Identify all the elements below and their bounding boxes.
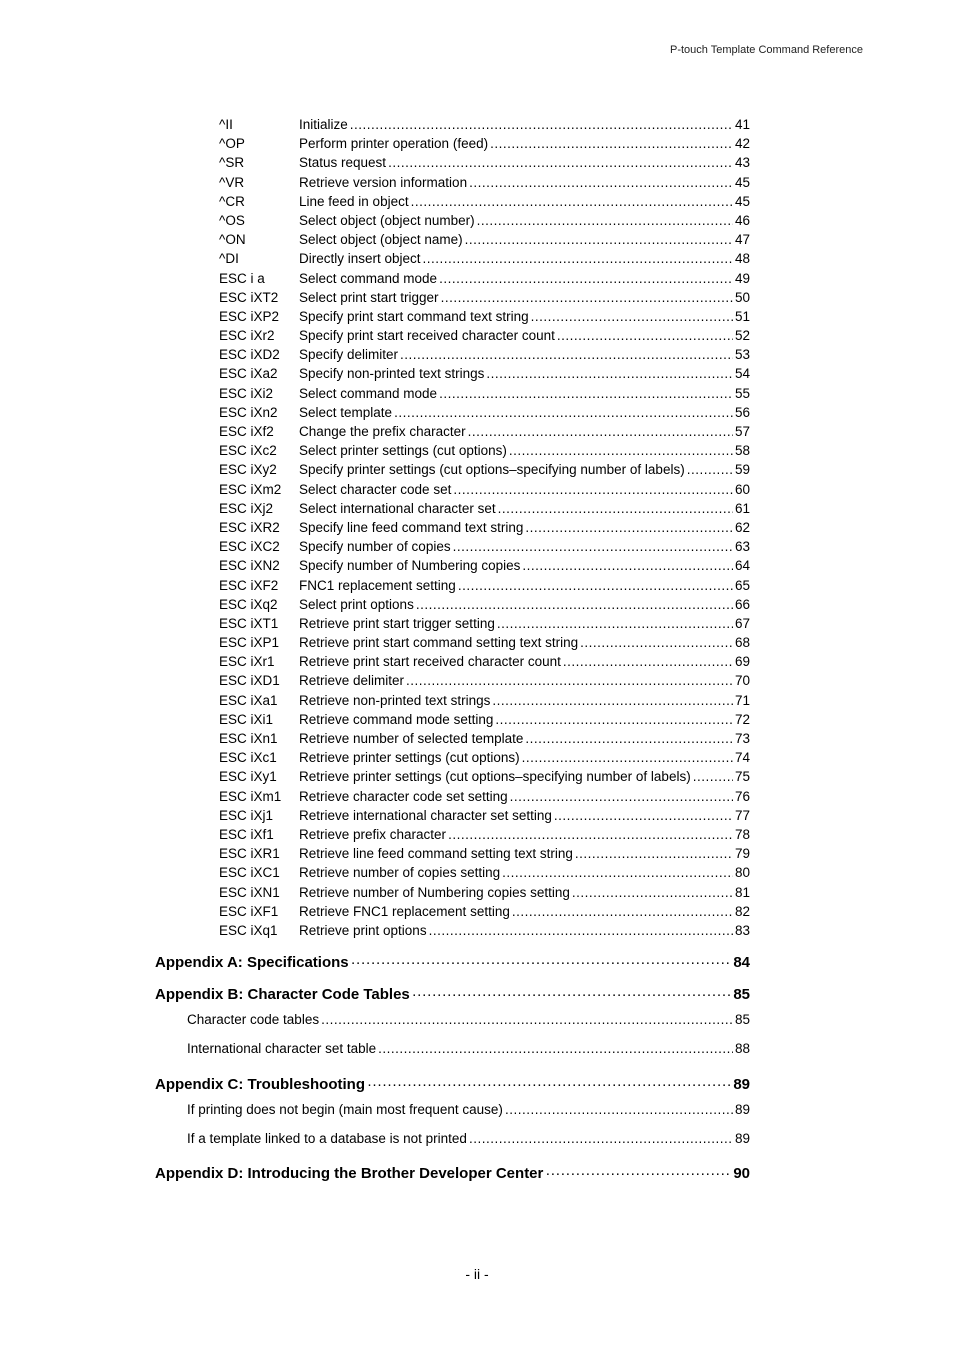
toc-command-code: ^OS [219,212,245,228]
toc-page-number: 47 [734,232,750,248]
toc-entry-title: Specify number of copies [299,539,451,555]
toc-entry-title: Retrieve line feed command setting text string [299,846,573,862]
toc-entry[interactable] [219,518,750,537]
toc-entry[interactable] [219,480,750,499]
dot-leader [469,1129,733,1148]
appendix-title: Appendix C: Troubleshooting [155,1076,365,1093]
toc-entry-title: FNC1 replacement setting [299,577,456,593]
dot-leader [411,192,733,211]
dot-leader [563,652,733,671]
toc-entry-title: Specify print start command text string [299,308,529,324]
appendix-subentry[interactable] [155,1010,750,1029]
dot-leader [531,307,733,326]
dot-leader [510,787,733,806]
toc-page-number: 64 [734,558,750,574]
appendix-heading[interactable] [155,1075,750,1095]
toc-page-number: 57 [734,424,750,439]
toc-entry-title: Select print options [299,596,414,612]
toc-entry-title: Line feed in object [299,193,409,209]
toc-command-code: ESC iXN2 [219,558,280,574]
toc-entry[interactable] [219,422,750,441]
toc-entry[interactable] [219,671,750,690]
toc-page-number: 67 [734,615,750,631]
toc-entry-title: Specify printer settings (cut options–specifying number of labels) [299,462,685,478]
toc-command-code: ESC iXy2 [219,462,277,478]
toc-command-code: ESC iXF2 [219,577,279,593]
toc-entry[interactable] [219,537,750,556]
dot-leader [580,633,733,652]
toc-page-number: 43 [734,155,750,171]
toc-command-code: ESC iXP2 [219,308,280,324]
toc-page-number: 77 [734,807,750,823]
toc-entry-title: Retrieve number of selected template [299,731,524,746]
toc-command-code: ESC iXT1 [219,615,279,631]
dot-leader [505,1100,733,1119]
toc-page-number: 51 [734,308,750,324]
toc-page-number: 53 [734,347,750,363]
dot-leader [465,230,733,249]
toc-entry-title: Specify non-printed text strings [299,366,485,382]
toc-entry[interactable] [219,863,750,882]
toc-entry[interactable] [219,883,750,902]
toc-entry-title: Select international character set [299,500,496,516]
toc-entry[interactable] [219,384,750,403]
dot-leader [509,441,733,460]
dot-leader [448,825,733,844]
toc-page-number: 75 [734,769,750,785]
toc-entry-title: Select character code set [299,481,452,497]
toc-entry[interactable] [219,595,750,614]
dot-leader [522,556,733,575]
toc-command-code: ESC iXj2 [219,500,274,516]
toc-entry[interactable] [219,249,750,268]
dot-leader [388,153,733,172]
toc-command-code: ^ON [219,232,246,248]
dot-leader [453,537,733,556]
dot-leader [394,403,733,422]
toc-entry-title: Retrieve version information [299,174,468,190]
dot-leader [502,863,733,882]
toc-entry[interactable] [219,556,750,575]
toc-command-code: ESC iXn2 [219,404,278,420]
dot-leader [453,480,733,499]
toc-command-code: ESC iXn1 [219,731,278,746]
toc-entry[interactable] [219,614,750,633]
toc-page-number: 46 [734,212,750,228]
dot-leader [693,767,733,786]
toc-entry-title: Retrieve character code set setting [299,788,508,804]
dot-leader [468,422,733,441]
toc-command-code: ESC iXR2 [219,519,280,535]
toc-page-number: 63 [734,539,750,555]
toc-command-code: ESC i a [219,270,265,286]
dot-leader [575,844,733,863]
toc-page-number: 89 [734,1102,750,1117]
toc-entry-title: Retrieve print start trigger setting [299,615,495,631]
running-header: P-touch Template Command Reference [669,44,863,56]
toc-entry-title: Select command mode [299,270,438,286]
toc-entry-title: Retrieve print start command setting text string [299,635,579,651]
dot-leader [439,269,733,288]
toc-page-number: 70 [734,673,750,689]
dot-leader [492,691,733,710]
toc-entry[interactable] [219,269,750,288]
toc-entry[interactable] [219,921,750,940]
toc-entry[interactable] [219,326,750,345]
toc-command-code: ESC iXr1 [219,654,275,670]
toc-page-number: 41 [734,117,750,132]
dot-leader [439,384,733,403]
toc-entry[interactable] [219,115,750,134]
toc-entry[interactable] [219,902,750,921]
toc-command-code: ^OP [219,136,245,152]
toc-command-code: ESC iXj1 [219,807,274,823]
toc-entry-title: Character code tables [187,1012,320,1027]
toc-page-number: 84 [733,954,750,971]
toc-command-code: ESC iXf2 [219,424,274,439]
toc-entry[interactable] [219,134,750,153]
toc-command-code: ESC iXC1 [219,865,280,881]
page-number: - ii - [465,1266,489,1282]
toc-command-code: ESC iXF1 [219,903,279,919]
toc-entry[interactable] [219,403,750,422]
dot-leader [525,518,733,537]
toc-entry[interactable] [219,729,750,748]
toc-command-code: ESC iXa1 [219,692,278,708]
toc-entry[interactable] [219,307,750,326]
toc-entry-title: Specify print start received character count [299,328,555,344]
toc-entry-title: Specify delimiter [299,347,399,363]
toc-page-number: 74 [734,750,750,766]
toc-entry-title: If a template linked to a database is not printed [187,1131,467,1146]
toc-command-code: ESC iXc2 [219,443,277,459]
toc-command-code: ESC iXm2 [219,481,282,497]
toc-entry-title: Retrieve FNC1 replacement setting [299,903,510,919]
dot-leader [378,1039,733,1058]
toc-page-number: 61 [734,500,750,516]
toc-command-code: ESC iXm1 [219,788,282,804]
toc-command-code: ESC iXq1 [219,922,278,938]
dot-leader [545,1164,731,1184]
toc-page-number: 62 [734,519,750,535]
toc-page-number: 85 [734,1012,750,1027]
dot-leader [490,134,733,153]
toc-entry[interactable] [219,806,750,825]
toc-entry[interactable] [219,748,750,767]
dot-leader [486,364,733,383]
dot-leader [687,460,733,479]
toc-page-number: 54 [734,366,750,382]
toc-entry-title: Select printer settings (cut options) [299,443,507,459]
dot-leader [497,614,733,633]
appendix-title: Appendix A: Specifications [155,954,349,971]
dot-leader [441,288,733,307]
toc-command-code: ESC iXD2 [219,347,280,363]
toc-entry-title: Select template [299,404,393,420]
toc-entry-title: Retrieve printer settings (cut options) [299,750,520,766]
toc-command-code: ESC iXa2 [219,366,278,382]
toc-entry-title: Retrieve number of Numbering copies setting [299,884,570,900]
dot-leader [458,576,733,595]
toc-command-code: ESC iXr2 [219,328,275,344]
dot-leader [572,883,733,902]
toc-entry[interactable] [219,499,750,518]
toc-page-number: 72 [734,711,750,727]
dot-leader [554,806,733,825]
dot-leader [512,902,733,921]
toc-page-number: 45 [734,193,750,209]
toc-command-code: ESC iXD1 [219,673,280,689]
toc-page-number: 66 [734,596,750,612]
dot-leader [429,921,733,940]
toc-page-number: 65 [734,577,750,593]
toc-command-code: ESC iXN1 [219,884,280,900]
toc-entry-title: Retrieve non-printed text strings [299,692,491,708]
appendix-heading[interactable] [155,1164,750,1184]
toc-entry-title: Select object (object number) [299,212,475,228]
dot-leader [423,249,733,268]
toc-entry[interactable] [219,787,750,806]
toc-entry-title: Select print start trigger [299,289,439,305]
toc-command-code: ^VR [219,174,245,190]
appendix-subentry[interactable] [155,1100,750,1119]
toc-entry[interactable] [219,230,750,249]
toc-page-number: 71 [734,692,750,708]
toc-entry-title: Directly insert object [299,251,421,267]
appendix-subentry[interactable] [155,1129,750,1148]
toc-command-code: ^II [219,117,233,132]
toc-entry-title: Retrieve command mode setting [299,711,494,727]
toc-entry[interactable] [219,364,750,383]
toc-entry-title: Retrieve printer settings (cut options–specifying number of labels) [299,769,691,785]
toc-command-code: ESC iXq2 [219,596,278,612]
dot-leader [350,115,733,134]
toc-command-code: ^DI [219,251,239,267]
toc-entry[interactable] [219,652,750,671]
toc-command-code: ESC iXf1 [219,826,274,842]
toc-page-number: 58 [734,443,750,459]
toc-entry[interactable] [219,460,750,479]
toc-entry-title: Status request [299,155,387,171]
toc-page-number: 50 [734,289,750,305]
toc-page-number: 81 [734,884,750,900]
toc-command-code: ESC iXc1 [219,750,277,766]
appendix-subentry[interactable] [155,1039,750,1058]
toc-page-number: 69 [734,654,750,670]
appendix-title: Appendix D: Introducing the Brother Developer Center [155,1165,544,1182]
toc-command-code: ESC iXT2 [219,289,279,305]
toc-entry[interactable] [219,345,750,364]
toc-entry-title: Perform printer operation (feed) [299,136,489,152]
toc-entry-title: If printing does not begin (main most frequent cause) [187,1102,503,1117]
toc-command-code: ESC iXi1 [219,711,274,727]
appendix-heading[interactable] [155,985,750,1005]
toc-entry-title: Select object (object name) [299,232,463,248]
toc-entry[interactable] [219,767,750,786]
toc-entry[interactable] [219,288,750,307]
toc-page-number: 55 [734,385,750,401]
toc-entry-title: International character set table [187,1041,377,1056]
toc-page-number: 89 [733,1076,750,1093]
dot-leader [498,499,733,518]
toc-command-code: ^CR [219,193,245,209]
dot-leader [495,710,733,729]
toc-command-code: ESC iXy1 [219,769,277,785]
toc-entry[interactable] [219,844,750,863]
toc-entry[interactable] [219,825,750,844]
toc-page-number: 49 [734,270,750,286]
toc-page-number: 88 [734,1041,750,1056]
toc-entry-title: Retrieve international character set setting [299,807,552,823]
toc-entry-title: Retrieve print start received character count [299,654,561,670]
toc-entry[interactable] [219,173,750,192]
toc-page-number: 79 [734,846,750,862]
dot-leader [416,595,733,614]
dot-leader [321,1010,733,1029]
toc-entry-title: Retrieve number of copies setting [299,865,501,881]
toc-page-number: 56 [734,404,750,420]
toc-page-number: 90 [733,1165,750,1182]
toc-entry-title: Initialize [299,117,348,132]
toc-entry-title: Specify line feed command text string [299,519,524,535]
toc-entry[interactable] [219,211,750,230]
toc-entry[interactable] [219,691,750,710]
toc-page-number: 52 [734,328,750,344]
toc-page-number: 59 [734,462,750,478]
dot-leader [351,953,732,973]
toc-page-number: 48 [734,251,750,267]
toc-page-number: 82 [734,903,750,919]
dot-leader [400,345,733,364]
toc-entry[interactable] [219,710,750,729]
toc-entry[interactable] [219,441,750,460]
toc-command-code: ESC iXC2 [219,539,280,555]
toc-entry[interactable] [219,576,750,595]
toc-entry-title: Retrieve print options [299,922,427,938]
toc-page-number: 83 [734,922,750,938]
toc-page-number: 45 [734,174,750,190]
toc-command-code: ^SR [219,155,245,171]
dot-leader [367,1075,731,1095]
toc-entry-title: Retrieve delimiter [299,673,405,689]
toc-entry[interactable] [219,192,750,211]
dot-leader [557,326,733,345]
toc-page-number: 42 [734,136,750,152]
toc-entry-title: Select command mode [299,385,438,401]
dot-leader [406,671,733,690]
toc-entry[interactable] [219,633,750,652]
toc-entry-title: Retrieve prefix character [299,826,447,842]
toc-entry-title: Specify number of Numbering copies [299,558,521,574]
toc-page-number: 78 [734,826,750,842]
toc-page-number: 76 [734,788,750,804]
toc-entry-title: Change the prefix character [299,424,466,439]
dot-leader [522,748,733,767]
toc-page-number: 80 [734,865,750,881]
dot-leader [477,211,733,230]
toc-page-number: 73 [734,731,750,746]
toc-command-code: ESC iXR1 [219,846,280,862]
toc-page-number: 68 [734,635,750,651]
dot-leader [525,729,733,748]
command-toc-list [219,115,750,940]
toc-page-number: 60 [734,481,750,497]
toc-command-code: ESC iXi2 [219,385,274,401]
toc-page-number: 85 [733,986,750,1003]
dot-leader [469,173,733,192]
dot-leader [412,985,732,1005]
toc-page-number: 89 [734,1131,750,1146]
appendix-heading[interactable] [155,953,750,973]
toc-command-code: ESC iXP1 [219,635,280,651]
toc-entry[interactable] [219,153,750,172]
appendix-title: Appendix B: Character Code Tables [155,986,410,1003]
